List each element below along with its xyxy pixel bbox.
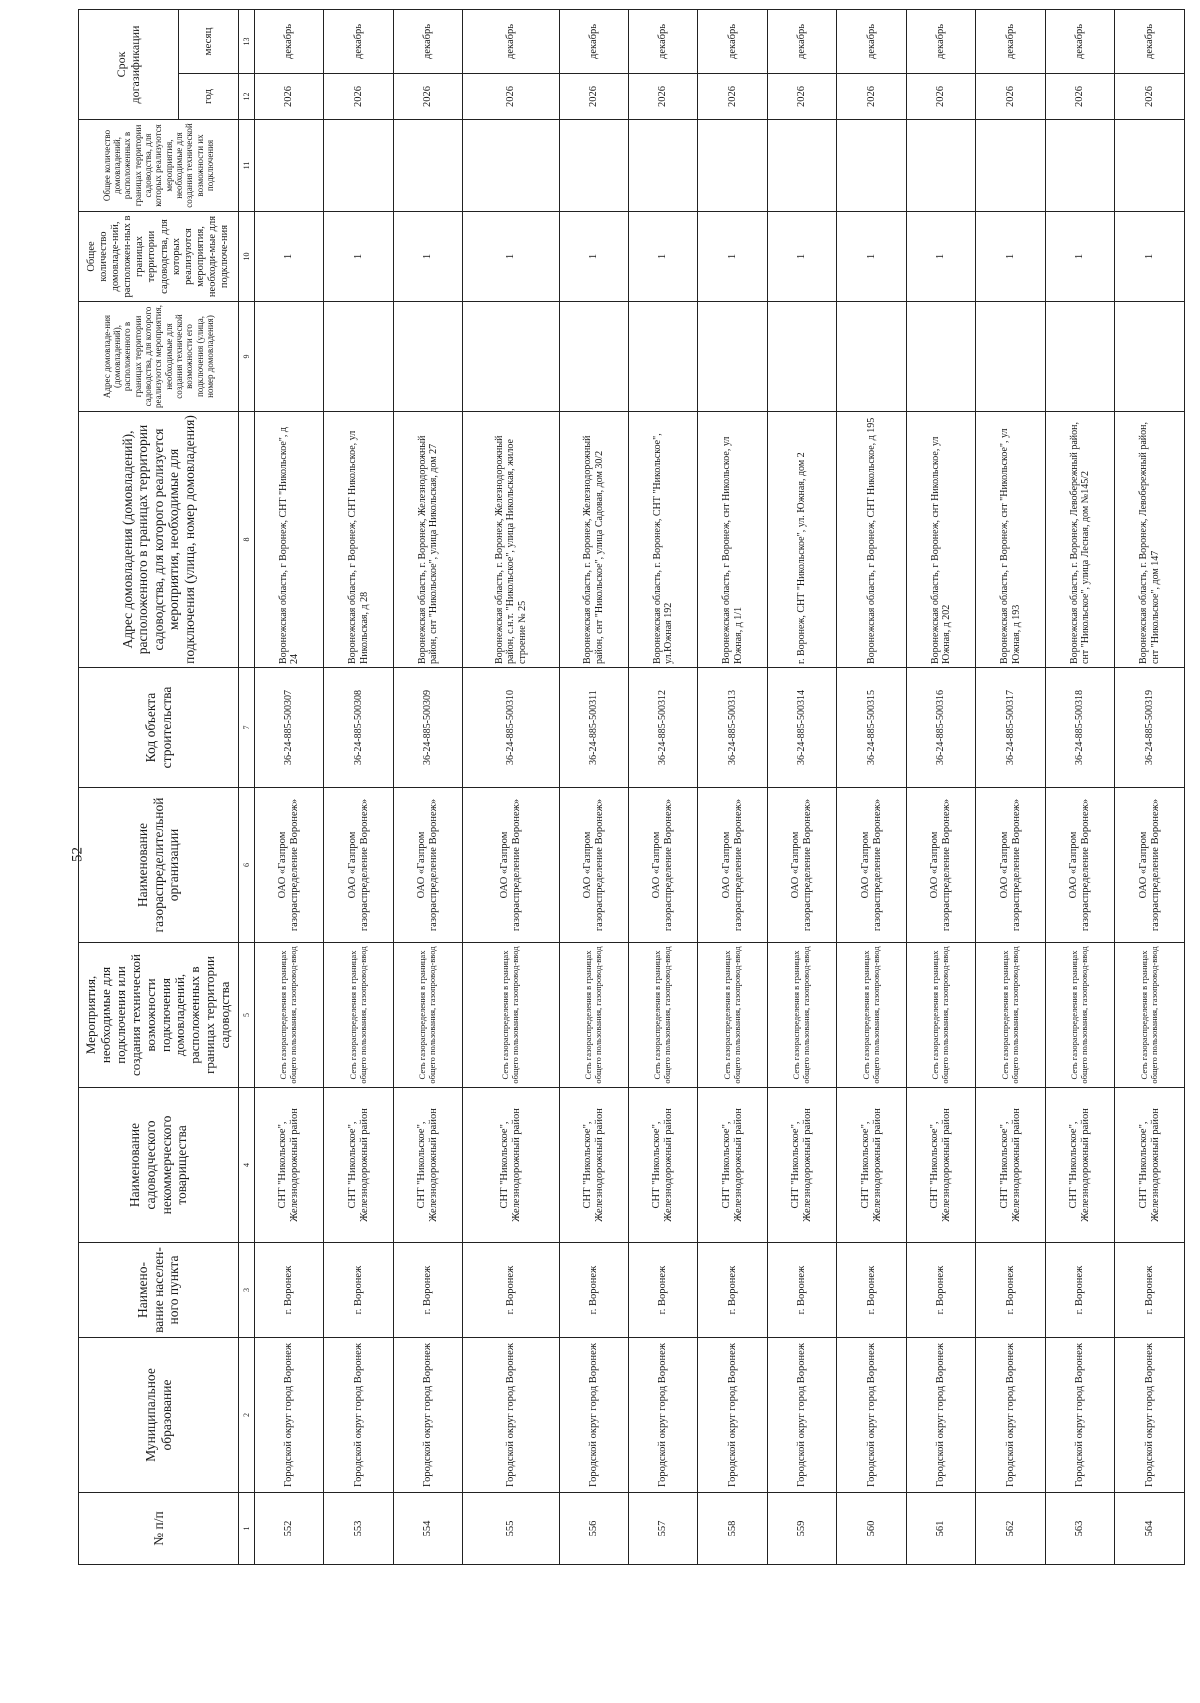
settlement-cell: г. Воронеж [698, 1243, 767, 1338]
row-number: 563 [1045, 1493, 1114, 1565]
municipality-cell: Городской округ город Воронеж [629, 1338, 698, 1493]
month-cell: декабрь [1115, 9, 1185, 73]
snt-cell: СНТ "Никольское", Железнодорожный район [837, 1088, 906, 1243]
org-cell: ОАО «Газпром газораспределение Воронеж» [976, 788, 1045, 943]
measures-cell: Сеть газораспределения в границах общего пользования, газопровод-ввод [1115, 943, 1185, 1088]
month-cell: декабрь [976, 9, 1045, 73]
table-row [629, 9, 698, 1564]
header-snt: Наименование садоводческого некоммерческого товарищества [79, 1088, 239, 1243]
year-cell: 2026 [698, 74, 767, 120]
org-cell: ОАО «Газпром газораспределение Воронеж» [1045, 788, 1114, 943]
object-code-cell: 36-24-885-500308 [324, 668, 393, 788]
address-cell: г. Воронеж, СНТ "Никольское", ул. Южная, дом 2 [767, 412, 836, 668]
snt-cell: СНТ "Никольское", Железнодорожный район [324, 1088, 393, 1243]
address-cell: Воронежская область, г Воронеж, СНТ Никольское, ул Никольская, д 28 [324, 412, 393, 668]
municipality-cell: Городской округ город Воронеж [559, 1338, 628, 1493]
row-number: 564 [1115, 1493, 1185, 1565]
count-creation-cell [629, 120, 698, 212]
org-cell: ОАО «Газпром газораспределение Воронеж» [255, 788, 324, 943]
rotated-table-wrapper [78, 24, 1185, 1565]
column-number: 4 [239, 1088, 255, 1243]
snt-cell: СНТ "Никольское", Железнодорожный район [906, 1088, 975, 1243]
count-creation-cell [324, 120, 393, 212]
settlement-cell: г. Воронеж [559, 1243, 628, 1338]
column-number: 11 [239, 120, 255, 212]
month-cell: декабрь [324, 9, 393, 73]
object-code-cell: 36-24-885-500307 [255, 668, 324, 788]
month-cell: декабрь [1045, 9, 1114, 73]
address-cell: Воронежская область, г Воронеж, СНТ "Никольское", д 24 [255, 412, 324, 668]
month-cell: декабрь [837, 9, 906, 73]
address-cell: Воронежская область, г. Воронеж, Железнодорожный район, снт "Никольское", улица Никольская, дом 27 [393, 412, 462, 668]
address-creation-cell [1045, 302, 1114, 412]
measures-cell: Сеть газораспределения в границах общего пользования, газопровод-ввод [559, 943, 628, 1088]
count-creation-cell [976, 120, 1045, 212]
settlement-cell: г. Воронеж [393, 1243, 462, 1338]
settlement-cell: г. Воронеж [976, 1243, 1045, 1338]
row-number: 558 [698, 1493, 767, 1565]
object-code-cell: 36-24-885-500317 [976, 668, 1045, 788]
count-creation-cell [1045, 120, 1114, 212]
object-code-cell: 36-24-885-500313 [698, 668, 767, 788]
month-cell: декабрь [463, 9, 559, 73]
measures-cell: Сеть газораспределения в границах общего пользования, газопровод-ввод [698, 943, 767, 1088]
address-cell: Воронежская область, г. Воронеж, СНТ "Никольское", ул.Южная 192 [629, 412, 698, 668]
settlement-cell: г. Воронеж [463, 1243, 559, 1338]
count-creation-cell [837, 120, 906, 212]
measures-cell: Сеть газораспределения в границах общего пользования, газопровод-ввод [393, 943, 462, 1088]
snt-cell: СНТ "Никольское", Железнодорожный район [559, 1088, 628, 1243]
count-connection-cell: 1 [559, 212, 628, 302]
table-row [393, 9, 462, 1564]
year-cell: 2026 [559, 74, 628, 120]
year-cell: 2026 [767, 74, 836, 120]
snt-cell: СНТ "Никольское", Железнодорожный район [255, 1088, 324, 1243]
org-cell: ОАО «Газпром газораспределение Воронеж» [906, 788, 975, 943]
count-connection-cell: 1 [837, 212, 906, 302]
header-measures: Мероприятия, необходимые для подключения или создания технической возможности подключения домовладений, расположенных в границах территории садоводства [79, 943, 239, 1088]
settlement-cell: г. Воронеж [1115, 1243, 1185, 1338]
snt-cell: СНТ "Никольское", Железнодорожный район [976, 1088, 1045, 1243]
org-cell: ОАО «Газпром газораспределение Воронеж» [324, 788, 393, 943]
table-row [559, 9, 628, 1564]
count-connection-cell: 1 [698, 212, 767, 302]
settlement-cell: г. Воронеж [767, 1243, 836, 1338]
object-code-cell: 36-24-885-500318 [1045, 668, 1114, 788]
municipality-cell: Городской округ город Воронеж [906, 1338, 975, 1493]
address-creation-cell [976, 302, 1045, 412]
row-number: 555 [463, 1493, 559, 1565]
municipality-cell: Городской округ город Воронеж [1045, 1338, 1114, 1493]
snt-cell: СНТ "Никольское", Железнодорожный район [698, 1088, 767, 1243]
header-month: месяц [179, 9, 239, 73]
header-address: Адрес домовладения (домовладений), расположенного в границах территории садоводства, для которого реализуется мероприятия, необходимые для подключения (улица, номер домовладения) [79, 412, 239, 668]
row-number: 562 [976, 1493, 1045, 1565]
table-row [1115, 9, 1185, 1564]
row-number: 553 [324, 1493, 393, 1565]
address-cell: Воронежская область, г Воронеж, снт Никольское, ул Южная, д 1/1 [698, 412, 767, 668]
row-number: 554 [393, 1493, 462, 1565]
object-code-cell: 36-24-885-500315 [837, 668, 906, 788]
org-cell: ОАО «Газпром газораспределение Воронеж» [767, 788, 836, 943]
year-cell: 2026 [1115, 74, 1185, 120]
column-number: 1 [239, 1493, 255, 1565]
header-org: Наименование газораспределительной организации [79, 788, 239, 943]
measures-cell: Сеть газораспределения в границах общего пользования, газопровод-ввод [629, 943, 698, 1088]
count-connection-cell: 1 [1045, 212, 1114, 302]
month-cell: декабрь [629, 9, 698, 73]
address-cell: Воронежская область, г Воронеж, снт Никольское, ул Южная, д 202 [906, 412, 975, 668]
count-creation-cell [767, 120, 836, 212]
page-number: 52 [69, 847, 86, 862]
column-number: 9 [239, 302, 255, 412]
count-creation-cell [393, 120, 462, 212]
address-creation-cell [837, 302, 906, 412]
row-number: 557 [629, 1493, 698, 1565]
header-object-code: Код объекта строительства [79, 668, 239, 788]
month-cell: декабрь [393, 9, 462, 73]
month-cell: декабрь [906, 9, 975, 73]
count-creation-cell [559, 120, 628, 212]
address-creation-cell [1115, 302, 1185, 412]
year-cell: 2026 [324, 74, 393, 120]
row-number: 556 [559, 1493, 628, 1565]
object-code-cell: 36-24-885-500311 [559, 668, 628, 788]
count-creation-cell [463, 120, 559, 212]
column-number: 7 [239, 668, 255, 788]
snt-cell: СНТ "Никольское", Железнодорожный район [1045, 1088, 1114, 1243]
measures-cell: Сеть газораспределения в границах общего пользования, газопровод-ввод [324, 943, 393, 1088]
count-creation-cell [255, 120, 324, 212]
org-cell: ОАО «Газпром газораспределение Воронеж» [837, 788, 906, 943]
month-cell: декабрь [698, 9, 767, 73]
column-number: 6 [239, 788, 255, 943]
year-cell: 2026 [629, 74, 698, 120]
measures-cell: Сеть газораспределения в границах общего пользования, газопровод-ввод [976, 943, 1045, 1088]
year-cell: 2026 [463, 74, 559, 120]
object-code-cell: 36-24-885-500312 [629, 668, 698, 788]
address-cell: Воронежская область, г Воронеж, снт "Никольское", ул Южная, д 193 [976, 412, 1045, 668]
year-cell: 2026 [976, 74, 1045, 120]
table-row [324, 9, 393, 1564]
count-connection-cell: 1 [324, 212, 393, 302]
org-cell: ОАО «Газпром газораспределение Воронеж» [559, 788, 628, 943]
table-row [976, 9, 1045, 1564]
address-creation-cell [906, 302, 975, 412]
header-count-creation: Общее количество домовладений, расположенных в границах территории садоводства, для которых реализуются мероприятия, необходимые для создания технической возможности их подключения [79, 120, 239, 212]
column-number: 13 [239, 9, 255, 73]
address-cell: Воронежская область, г. Воронеж, Левобережный район, снт "Никольское", улица Лесная, дом №145/2 [1045, 412, 1114, 668]
municipality-cell: Городской округ город Воронеж [837, 1338, 906, 1493]
column-number: 5 [239, 943, 255, 1088]
object-code-cell: 36-24-885-500309 [393, 668, 462, 788]
settlement-cell: г. Воронеж [255, 1243, 324, 1338]
municipality-cell: Городской округ город Воронеж [976, 1338, 1045, 1493]
settlement-cell: г. Воронеж [837, 1243, 906, 1338]
settlement-cell: г. Воронеж [324, 1243, 393, 1338]
address-creation-cell [324, 302, 393, 412]
count-creation-cell [1115, 120, 1185, 212]
address-cell: Воронежская область, г Воронеж, СНТ Никольское, д 195 [837, 412, 906, 668]
org-cell: ОАО «Газпром газораспределение Воронеж» [463, 788, 559, 943]
header-no: № п/п [79, 1493, 239, 1565]
municipality-cell: Городской округ город Воронеж [698, 1338, 767, 1493]
object-code-cell: 36-24-885-500316 [906, 668, 975, 788]
row-number: 561 [906, 1493, 975, 1565]
count-connection-cell: 1 [906, 212, 975, 302]
month-cell: декабрь [255, 9, 324, 73]
measures-cell: Сеть газораспределения в границах общего пользования, газопровод-ввод [767, 943, 836, 1088]
header-deadline: Срок догазификации [79, 9, 179, 119]
snt-cell: СНТ "Никольское", Железнодорожный район [1115, 1088, 1185, 1243]
snt-cell: СНТ "Никольское", Железнодорожный район [767, 1088, 836, 1243]
year-cell: 2026 [393, 74, 462, 120]
address-cell: Воронежская область, г. Воронеж, Левобережный район, снт "Никольское", дом 147 [1115, 412, 1185, 668]
count-connection-cell: 1 [976, 212, 1045, 302]
measures-cell: Сеть газораспределения в границах общего пользования, газопровод-ввод [255, 943, 324, 1088]
column-number-row [239, 9, 255, 1564]
header-municipality: Муниципальное образование [79, 1338, 239, 1493]
row-number: 559 [767, 1493, 836, 1565]
header-year: год [179, 74, 239, 120]
row-number: 552 [255, 1493, 324, 1565]
header-address-creation: Адрес домовладе-ния (домовладений), расположенного в границах территории садоводства, для которого реализуются мероприятия, необходимые для создания технической возможности его подключения (улица, номер домовладения) [79, 302, 239, 412]
municipality-cell: Городской округ город Воронеж [463, 1338, 559, 1493]
year-cell: 2026 [837, 74, 906, 120]
table-row [463, 9, 559, 1564]
address-creation-cell [629, 302, 698, 412]
municipality-cell: Городской округ город Воронеж [767, 1338, 836, 1493]
column-number: 8 [239, 412, 255, 668]
snt-cell: СНТ "Никольское", Железнодорожный район [463, 1088, 559, 1243]
count-connection-cell: 1 [463, 212, 559, 302]
address-cell: Воронежская область, г. Воронеж, Железнодорожный район, с.н.т. "Никольское", улица Никольская, жилое строение № 25 [463, 412, 559, 668]
count-connection-cell: 1 [255, 212, 324, 302]
settlement-cell: г. Воронеж [1045, 1243, 1114, 1338]
measures-cell: Сеть газораспределения в границах общего пользования, газопровод-ввод [837, 943, 906, 1088]
municipality-cell: Городской округ город Воронеж [324, 1338, 393, 1493]
year-cell: 2026 [255, 74, 324, 120]
count-creation-cell [906, 120, 975, 212]
column-number: 2 [239, 1338, 255, 1493]
year-cell: 2026 [906, 74, 975, 120]
table-row [255, 9, 324, 1564]
org-cell: ОАО «Газпром газораспределение Воронеж» [698, 788, 767, 943]
object-code-cell: 36-24-885-500310 [463, 668, 559, 788]
gasification-register-table [78, 9, 1185, 1565]
org-cell: ОАО «Газпром газораспределение Воронеж» [629, 788, 698, 943]
snt-cell: СНТ "Никольское", Железнодорожный район [393, 1088, 462, 1243]
address-creation-cell [698, 302, 767, 412]
year-cell: 2026 [1045, 74, 1114, 120]
address-creation-cell [463, 302, 559, 412]
address-creation-cell [255, 302, 324, 412]
header-count-connection: Общее количество домовладе-ний, расположен-ных в границах территории садоводства, для которых реализуются мероприятия, необходи-мые для подключе-ния [79, 212, 239, 302]
municipality-cell: Городской округ город Воронеж [1115, 1338, 1185, 1493]
address-cell: Воронежская область, г. Воронеж, Железнодорожный район, снт "Никольское", улица Садовая, дом 30/2 [559, 412, 628, 668]
count-connection-cell: 1 [767, 212, 836, 302]
measures-cell: Сеть газораспределения в границах общего пользования, газопровод-ввод [1045, 943, 1114, 1088]
column-number: 12 [239, 74, 255, 120]
count-connection-cell: 1 [393, 212, 462, 302]
settlement-cell: г. Воронеж [906, 1243, 975, 1338]
org-cell: ОАО «Газпром газораспределение Воронеж» [1115, 788, 1185, 943]
address-creation-cell [767, 302, 836, 412]
count-connection-cell: 1 [1115, 212, 1185, 302]
address-creation-cell [559, 302, 628, 412]
address-creation-cell [393, 302, 462, 412]
table-row [698, 9, 767, 1564]
table-row [767, 9, 836, 1564]
count-creation-cell [698, 120, 767, 212]
table-row [1045, 9, 1114, 1564]
measures-cell: Сеть газораспределения в границах общего пользования, газопровод-ввод [906, 943, 975, 1088]
settlement-cell: г. Воронеж [629, 1243, 698, 1338]
header-settlement: Наимено-вание населен-ного пункта [79, 1243, 239, 1338]
object-code-cell: 36-24-885-500314 [767, 668, 836, 788]
table-body [255, 9, 1185, 1564]
measures-cell: Сеть газораспределения в границах общего пользования, газопровод-ввод [463, 943, 559, 1088]
count-connection-cell: 1 [629, 212, 698, 302]
column-number: 3 [239, 1243, 255, 1338]
column-number: 10 [239, 212, 255, 302]
snt-cell: СНТ "Никольское", Железнодорожный район [629, 1088, 698, 1243]
object-code-cell: 36-24-885-500319 [1115, 668, 1185, 788]
month-cell: декабрь [559, 9, 628, 73]
municipality-cell: Городской округ город Воронеж [255, 1338, 324, 1493]
org-cell: ОАО «Газпром газораспределение Воронеж» [393, 788, 462, 943]
table-row [837, 9, 906, 1564]
municipality-cell: Городской округ город Воронеж [393, 1338, 462, 1493]
month-cell: декабрь [767, 9, 836, 73]
table-row [906, 9, 975, 1564]
row-number: 560 [837, 1493, 906, 1565]
